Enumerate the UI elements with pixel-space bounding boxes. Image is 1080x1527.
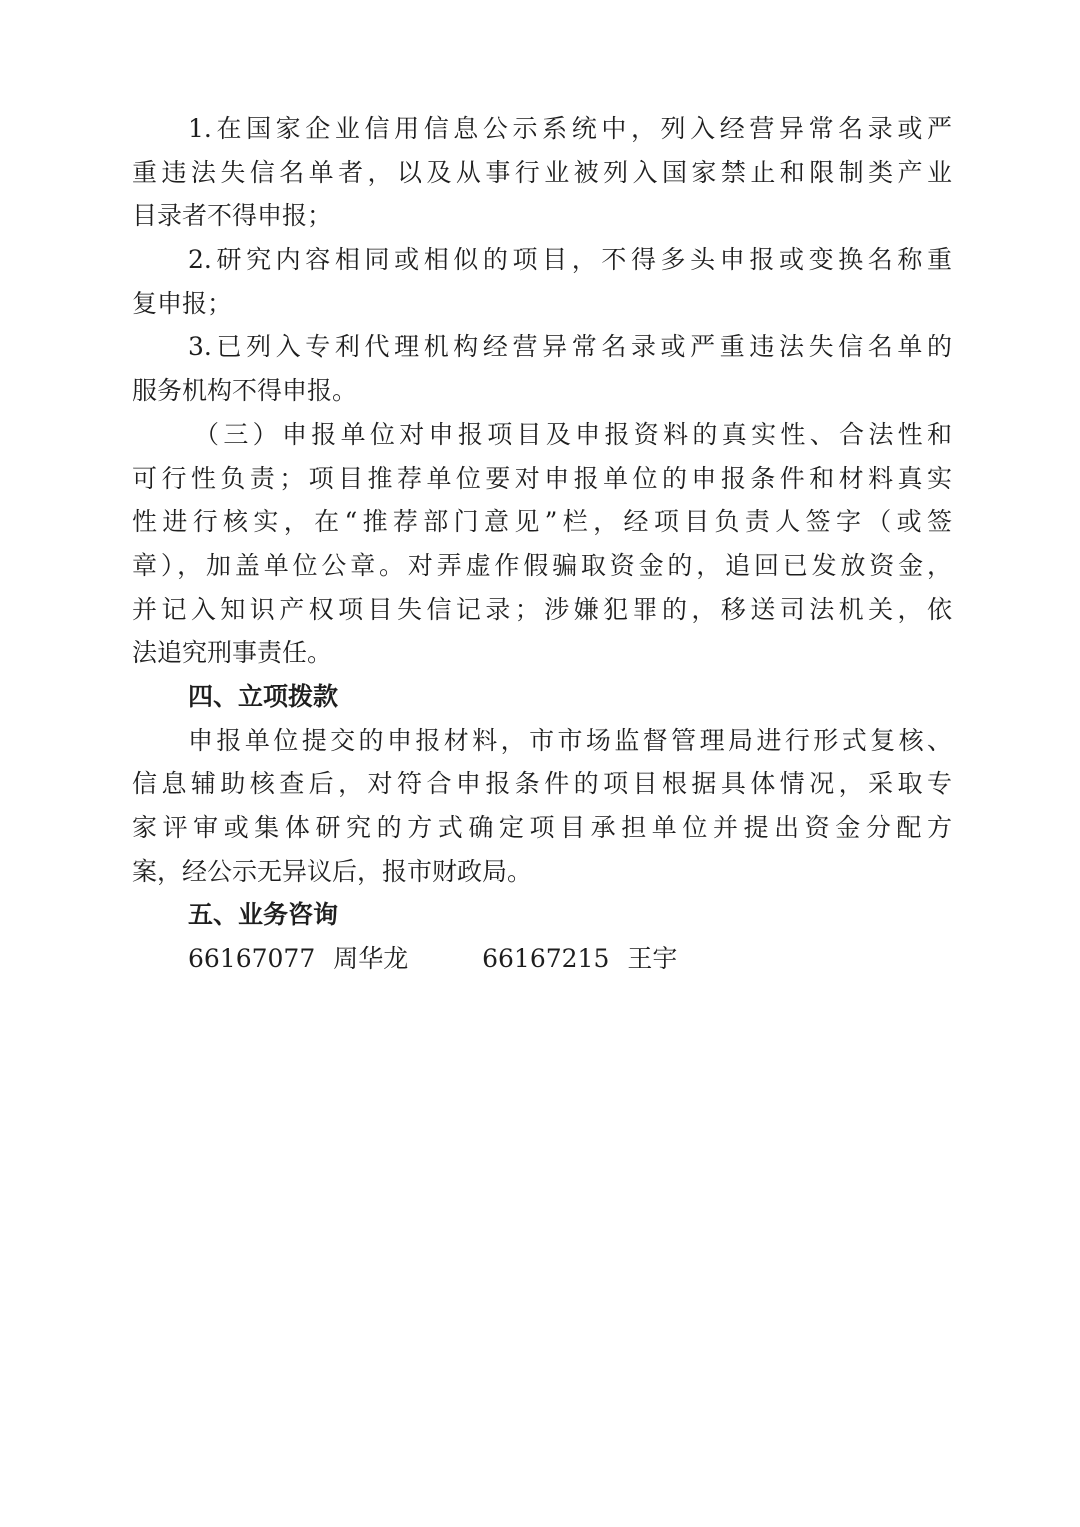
document-body xyxy=(132,107,952,981)
text-line: 服务机构不得申报。 xyxy=(132,376,358,406)
text-line: 家评审或集体研究的方式确定项目承担单位并提出资金分配方 xyxy=(132,813,952,842)
text-line: 性进行核实，在“推荐部门意见”栏，经项目负责人签字（或签 xyxy=(132,507,952,537)
text-line: 法追究刑事责任。 xyxy=(132,638,333,668)
text-line: 3.已列入专利代理机构经营异常名录或严重违法失信名单的 xyxy=(188,332,952,362)
text-line: 目录者不得申报； xyxy=(132,201,333,231)
text-line: 可行性负责；项目推荐单位要对申报单位的申报条件和材料真实 xyxy=(132,463,952,493)
text-line: 2.研究内容相同或相似的项目，不得多头申报或变换名称重 xyxy=(188,245,952,275)
text-line: 重违法失信名单者，以及从事行业被列入国家禁止和限制类产业 xyxy=(132,157,952,187)
paragraph-item-2 xyxy=(132,238,952,325)
section-heading-4: 四、立项拨款 xyxy=(188,681,339,711)
text-line: 申报单位提交的申报材料，市市场监督管理局进行形式复核、 xyxy=(188,725,952,755)
contact-name: 周华龙 xyxy=(333,944,409,974)
text-line: 案，经公示无异议后，报市财政局。 xyxy=(132,856,533,886)
paragraph-item-3 xyxy=(132,325,952,412)
text-line: 1.在国家企业信用信息公示系统中，列入经营异常名录或严 xyxy=(188,114,952,143)
text-line: 复申报； xyxy=(132,288,233,318)
paragraph-section-3 xyxy=(132,413,952,675)
paragraph-item-1 xyxy=(132,107,952,238)
contact-phone: 66167215 xyxy=(482,944,610,974)
paragraph-section-4 xyxy=(132,719,952,894)
text-line: 信息辅助核查后，对符合申报条件的项目根据具体情况，采取专 xyxy=(132,769,952,799)
section-heading-5: 五、业务咨询 xyxy=(188,900,339,930)
text-line: （三）申报单位对申报项目及申报资料的真实性、合法性和 xyxy=(194,419,952,449)
text-line: 并记入知识产权项目失信记录；涉嫌犯罪的，移送司法机关，依 xyxy=(132,594,952,624)
contact-name: 王宇 xyxy=(627,944,678,974)
text-line: 章），加盖单位公章。对弄虚作假骗取资金的，追回已发放资金， xyxy=(132,550,952,580)
contact-phone: 66167077 xyxy=(188,944,316,974)
contact-line xyxy=(132,937,952,981)
